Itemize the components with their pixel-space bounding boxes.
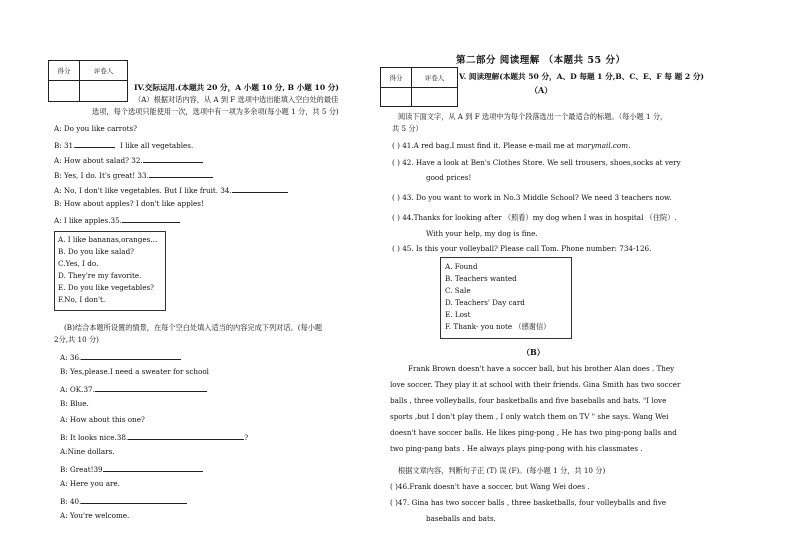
question-47-continued: baseballs and bats. <box>426 514 496 523</box>
answer-blank-35[interactable] <box>122 214 180 223</box>
option-item: C.Yes, I do. <box>58 259 99 268</box>
question-42-continued: good prices! <box>426 173 472 182</box>
dialog-b-line: A: 36. <box>60 351 181 362</box>
title-option: C. Sale <box>445 286 471 295</box>
part-two-title: 第二部分 阅读理解 （本题共 55 分） <box>456 55 626 66</box>
score-box-right <box>380 67 458 107</box>
dialog-b-line: B: Great!39 <box>60 463 203 474</box>
option-item: D. They're my favorite. <box>58 271 142 280</box>
section-a-label: （A） <box>530 85 553 95</box>
dialog-a-line: B: 31. I like all vegetables. <box>54 141 194 150</box>
answer-blank-32[interactable] <box>143 154 203 163</box>
passage-line: doesn't have soccer balls. He likes ping-pong , He has two ping-pong balls and <box>390 428 677 437</box>
dialog-b-line: B: Blue. <box>60 399 89 408</box>
answer-blank-38[interactable] <box>128 431 244 440</box>
dialog-b-line: B: It looks nice.38. ? <box>60 433 249 442</box>
dialog-b-line: A: You're welcome. <box>60 511 130 520</box>
answer-blank-39[interactable] <box>103 463 203 472</box>
section-5a-instructions-line1: 阅读下面文字，从 A 到 F 选项中为每个段落选出一个最适合的标题。（每小题 1 分， <box>398 112 668 121</box>
section-5-title: V. 阅读理解(本题共 50 分，A、D 每题 1 分,B、C、E、F 每 题 2 分) <box>459 72 705 81</box>
dialog-a-line: B: Yes, I do. It's great! 33. <box>54 169 213 180</box>
section-4b-instructions-line1: (B)结合本题所设置的情景，在每个空白处填入适当的内容完成下列对话。(每小题 <box>64 323 323 332</box>
question-47: ( )47. Gina has two soccer balls , three basketballs, four volleyballs and five <box>390 498 667 507</box>
option-item: E. Do you like vegetables? <box>58 283 155 292</box>
score-label: 得分 <box>49 61 80 81</box>
question-42: ( ) 42. Have a look at Ben's Clothes Store. We sell trousers, shoes,socks at very <box>392 158 681 167</box>
dialog-b-line: A:Nine dollars. <box>60 447 115 456</box>
option-item: A. I like bananas,oranges… <box>58 235 158 244</box>
question-43: ( ) 43. Do you want to work in No.3 Middle School? We need 3 teachers now. <box>392 193 672 202</box>
section-4a-instructions-line2: 选项，每个选项只能使用一次，选项中有一项为多余项(每小题 1 分，共 5 分) <box>92 107 339 116</box>
passage-line: two ping-pang bats . He always plays ping-pong with his classmates . <box>390 444 643 453</box>
passage-line: sports ,but I don't play them , I only watch them on TV " she says. Wang Wei <box>390 412 669 421</box>
section-4-title: IV.交际运用.(本题共 20 分，A 小题 10 分, B 小题 10 分) <box>134 83 339 92</box>
section-4b-instructions-line2: 2分,共 10 分) <box>54 335 99 344</box>
dialog-a-line: A: How about salad? 32. <box>54 154 203 165</box>
answer-blank-31[interactable] <box>75 139 115 148</box>
dialog-a-line: A: I like apples.35. <box>54 214 180 225</box>
score-label: 得分 <box>381 68 412 88</box>
passage-line: love soccer. They play it at school with their friends. Gina Smith has two soccer <box>390 380 681 389</box>
title-option: B. Teachers wanted <box>445 274 517 283</box>
question-46: ( )46.Frank doesn't have a soccer, but Wang Wei does . <box>390 482 590 491</box>
question-45: ( ) 45. Is this your volleyball? Please call Tom. Phone number: 734-126. <box>392 244 652 253</box>
answer-blank-37[interactable] <box>95 383 207 392</box>
dialog-b-line: B: Yes,please.I need a sweater for school <box>60 367 209 376</box>
section-4a-instructions-line1: （A）根据对话内容，从 A 到 F 选项中选出能填入空白处的最佳 <box>134 95 339 104</box>
option-item: B. Do you like salad? <box>58 247 135 256</box>
question-41: ( ) 41.A red bag.I must find it. Please e-mail me at marymail.com. <box>392 141 631 150</box>
dialog-a-line: A: Do you like carrots? <box>54 124 138 133</box>
question-44: ( ) 44.Thanks for looking after （照看）my dog when I was in hospital （住院）. <box>392 213 677 222</box>
title-option: E. Lost <box>445 310 471 319</box>
grader-label: 评卷人 <box>412 68 458 88</box>
dialog-b-line: B: 40. <box>60 495 187 506</box>
dialog-b-line: A: How about this one? <box>60 415 145 424</box>
dialog-b-line: A: Here you are. <box>60 479 120 488</box>
title-option: D. Teachers' Day card <box>445 298 525 307</box>
dialog-a-line: B: How about apples? I don't like apples! <box>54 199 204 208</box>
dialog-b-line: A: OK.37. <box>60 383 207 394</box>
title-option: F. Thank- you note （感谢信） <box>445 322 551 331</box>
passage-line: Frank Brown doesn't have a soccer ball, but his brother Alan does . They <box>408 364 675 373</box>
grader-label: 评卷人 <box>80 61 128 81</box>
answer-blank-34[interactable] <box>232 184 288 193</box>
answer-blank-36[interactable] <box>81 351 181 360</box>
section-b-label: （B） <box>522 347 545 357</box>
section-5a-instructions-line2: 共 5 分） <box>392 124 423 133</box>
answer-blank-40[interactable] <box>81 495 187 504</box>
score-box-left <box>48 60 128 102</box>
question-44-continued: With your help, my dog is fine. <box>426 229 538 238</box>
dialog-a-line: A: No, I don't like vegetables. But I like fruit. 34. <box>54 184 288 195</box>
answer-blank-33[interactable] <box>149 169 213 178</box>
true-false-instructions: 根据文章内容，判断句子正 (T) 误 (F)。(每小题 1 分，共 10 分) <box>398 466 606 475</box>
title-option: A. Found <box>445 262 478 271</box>
option-item: F.No, I don't. <box>58 295 106 304</box>
passage-line: balls , three volleyballs, four basketballs and five baseballs and bats. "I love <box>390 396 667 405</box>
